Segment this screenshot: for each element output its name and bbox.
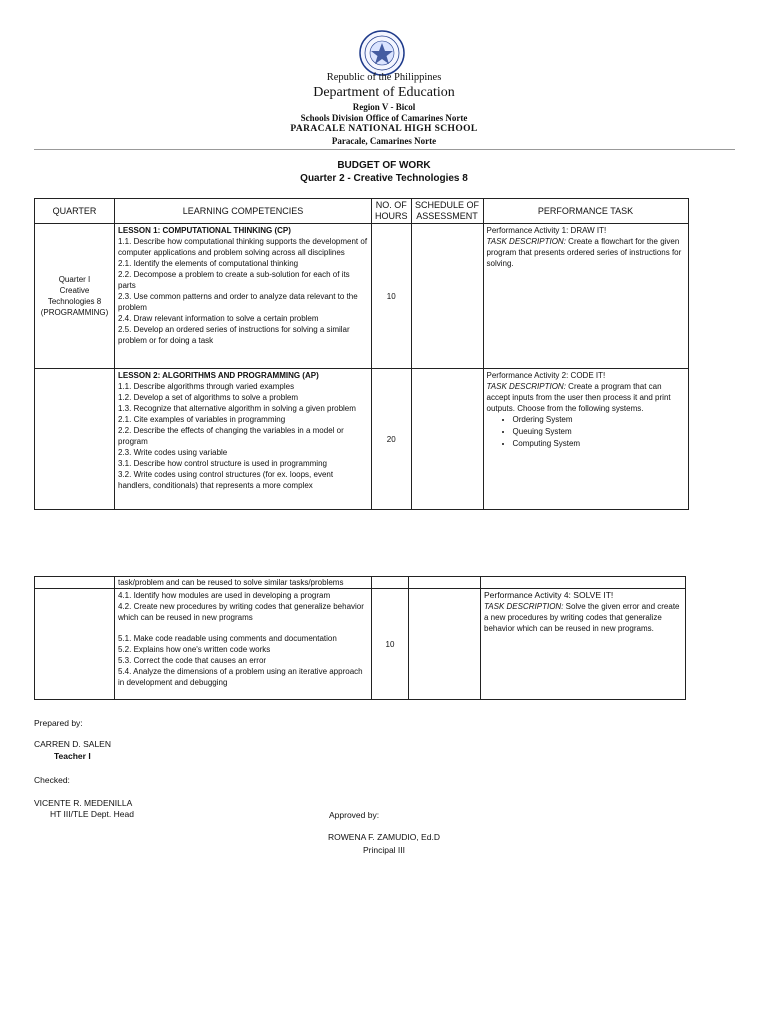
schedule-cell [411,369,483,510]
task-cell [483,224,688,369]
competency-item: 5.4. Analyze the dimensions of a problem using an iterative approach in development and debugging [118,667,363,687]
republic-line: Republic of the Philippines [326,72,442,83]
task-description-text: Solve the given error and create a new procedures by writing codes that generalize behavior which can be reused in new programs. [484,602,680,633]
lesson-title: LESSON 1: COMPUTATIONAL THINKING (CP) [118,226,291,235]
quarter-label: Quarter I [58,275,91,284]
hours-cell [372,577,409,589]
hours-cell: 20 [372,369,412,510]
header-schedule: SCHEDULE OF ASSESSMENT [411,199,483,224]
deped-seal-icon [359,30,405,76]
approved-title: Principal III [362,845,406,855]
header-performance-task: PERFORMANCE TASK [483,199,688,224]
task-description-label: TASK DESCRIPTION: [486,237,566,246]
table-row [35,369,689,510]
quarter-subject: Creative [59,286,90,295]
task-description [487,236,685,269]
region-line: Region V - Bicol [352,102,416,112]
header-learning-competencies: LEARNING COMPETENCIES [115,199,372,224]
competency-item: 2.1. Cite examples of variables in programming [118,415,286,424]
schedule-cell [409,589,481,700]
table-row [35,224,689,369]
division-line: Schools Division Office of Camarines Norte [300,113,468,123]
competency-item: 2.3. Write codes using variable [118,448,228,457]
checked-name: VICENTE R. MEDENILLA [34,798,133,808]
prepared-title: Teacher I [54,751,91,761]
competency-item: 4.1. Identify how modules are used in developing a program [118,591,331,600]
competency-item: 2.1. Identify the elements of computational thinking [118,259,299,268]
competency-item: 5.1. Make code readable using comments and documentation [118,634,337,643]
prepared-name: CARREN D. SALEN [34,739,111,749]
quarter-subject-grade: Technologies 8 [47,297,102,306]
competency-item: 3.1. Describe how control structure is used in programming [118,459,327,468]
competency-item: 2.3. Use common patterns and order to analyze data relevant to the problem [118,292,358,312]
school-name: PARACALE NATIONAL HIGH SCHOOL [290,124,478,134]
competencies-cell [115,224,372,369]
department-line: Department of Education [313,85,455,100]
list-item: • Ordering System [513,414,685,426]
hours-cell: 10 [372,224,412,369]
competency-item: 5.2. Explains how one's written code works [118,645,271,654]
task-cell [483,369,688,510]
competency-item: 2.4. Draw relevant information to solve a certain problem [118,314,319,323]
school-location: Paracale, Camarines Norte [331,136,437,146]
competencies-cell [115,589,372,700]
quarter-cell [35,369,115,510]
competency-item: 5.3. Correct the code that causes an error [118,656,267,665]
document-subtitle: Quarter 2 - Creative Technologies 8 [300,173,468,184]
quarter-cell [35,589,115,700]
competency-item: 2.5. Develop an ordered series of instructions for solving a similar problem or for doing a task [118,325,350,345]
quarter-cell [35,224,115,369]
competency-item: 1.3. Recognize that alternative algorithm in solving a given problem [118,404,356,413]
task-description-text: Create a program that can accept inputs from the user then process it and print outputs. Choose from the following systems. [486,382,671,413]
document-title: BUDGET OF WORK [337,160,431,171]
competency-item: 2.2. Decompose a problem to create a sub-solution for each of its parts [118,270,350,290]
task-description-label: TASK DESCRIPTION: [486,382,566,391]
schedule-cell [409,577,481,589]
quarter-cell [35,577,115,589]
task-title: Performance Activity 2: CODE IT! [486,371,606,380]
header-divider [34,149,735,150]
task-cell [481,577,686,589]
task-description-text: Create a flowchart for the given program that presents ordered series of instructions for solving. [486,237,682,268]
table-row [35,589,686,700]
quarter-topic: (PROGRAMMING) [40,308,109,317]
header-hours: NO. OF HOURS [372,199,412,224]
list-item: • Queuing System [513,426,685,438]
checked-label: Checked: [34,775,70,785]
prepared-label: Prepared by: [34,718,83,728]
competency-item: 1.1. Describe algorithms through varied examples [118,382,295,391]
task-title: Performance Activity 1: DRAW IT! [486,226,607,235]
competencies-cell [115,369,372,510]
header-quarter: QUARTER [35,199,115,224]
spacer [118,623,368,633]
task-cell [481,589,686,700]
hours-cell: 10 [372,589,409,700]
system-options-list [487,414,685,450]
checked-title: HT III/TLE Dept. Head [50,809,134,819]
task-description [487,381,685,414]
budget-of-work-table-continued [34,576,686,700]
schedule-cell [411,224,483,369]
table-row [35,577,686,589]
approved-name: ROWENA F. ZAMUDIO, Ed.D [328,832,440,842]
competency-item: 1.1. Describe how computational thinking supports the development of computer applications and problem solving across all disciplines [118,237,368,257]
competency-item: 3.2. Write codes using control structures (for ex. loops, event handlers, conditionals) that represents a more complex [118,470,334,490]
competency-item: 4.2. Create new procedures by writing codes that generalize behavior which can be reused in new programs [118,602,364,622]
competency-item: 1.2. Develop a set of algorithms to solve a problem [118,393,299,402]
task-description-label: TASK DESCRIPTION: [484,602,564,611]
task-title: Performance Activity 4: SOLVE IT! [484,590,614,600]
competency-item: 2.2. Describe the effects of changing the variables in a model or program [118,426,344,446]
list-item: • Computing System [513,438,685,450]
table-header-row [35,199,689,224]
competencies-carry-cell: task/problem and can be reused to solve similar tasks/problems [115,577,372,589]
approved-label: Approved by: [329,810,380,820]
task-description [484,601,682,634]
lesson-title: LESSON 2: ALGORITHMS AND PROGRAMMING (AP) [118,371,319,380]
budget-of-work-table [34,198,689,510]
